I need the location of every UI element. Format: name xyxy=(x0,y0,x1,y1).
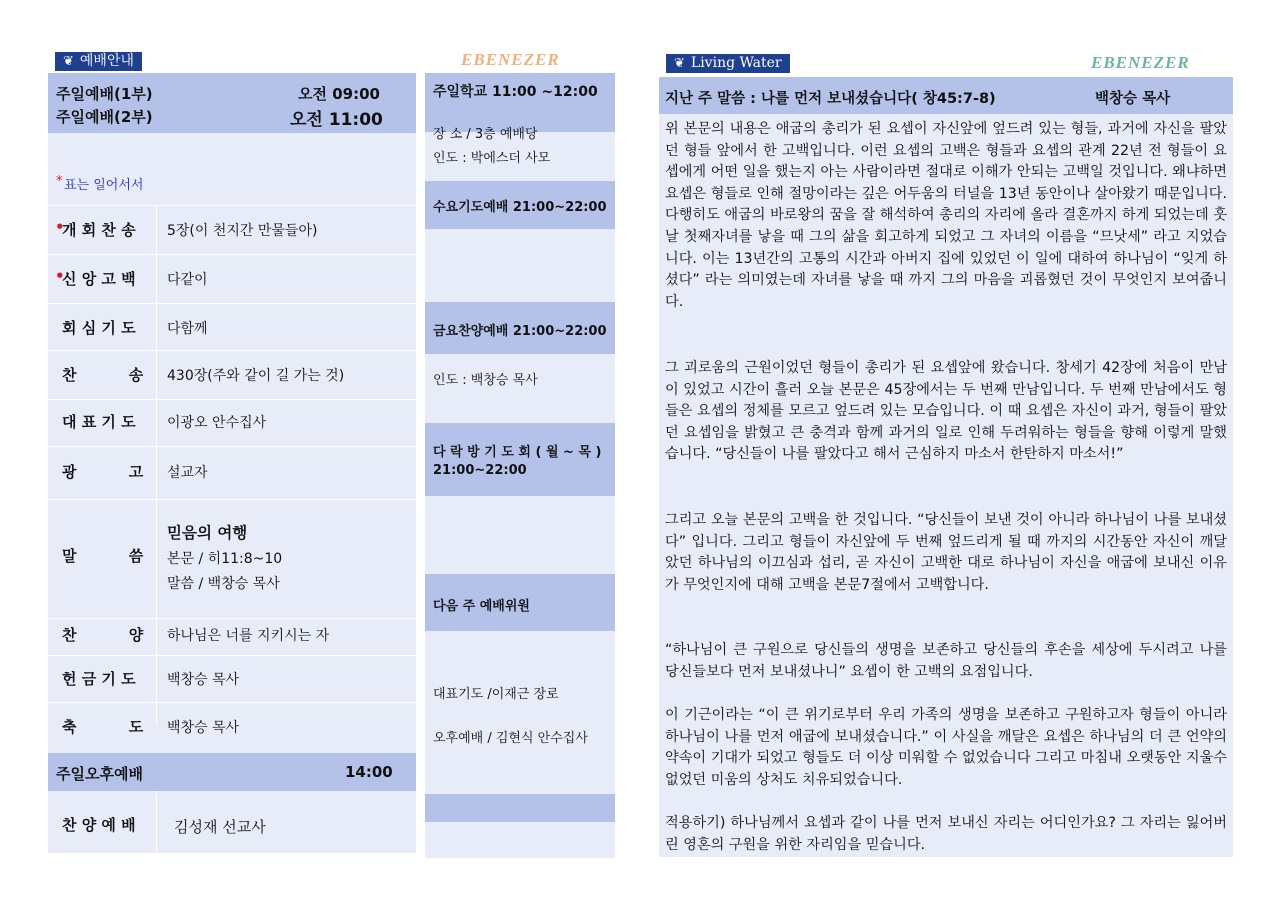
order-label: 찬 양 xyxy=(62,626,144,644)
daniel-prayer-bar xyxy=(425,423,615,496)
order-value: 하나님은 너를 지키시는 자 xyxy=(167,628,330,644)
order-value: 430장(주와 같이 길 가는 것) xyxy=(167,368,345,384)
order-label: 찬 송 xyxy=(62,366,144,384)
next-week-prayer: 대표기도 /이재근 장로 xyxy=(433,687,559,702)
order-item xyxy=(48,619,416,655)
order-value: 다같이 xyxy=(167,272,208,288)
order-item xyxy=(48,255,416,303)
afternoon-service xyxy=(48,753,416,791)
order-item xyxy=(48,304,416,350)
order-value: 5장(이 천지간 만물들아) xyxy=(167,223,318,239)
order-label: 회 심 기 도 xyxy=(62,319,136,337)
sermon-summary-panel xyxy=(659,77,1233,857)
praise-leader: 김성재 선교사 xyxy=(174,818,266,836)
ebenezer-brand-right: EBENEZER xyxy=(1091,53,1190,72)
order-item xyxy=(48,206,416,254)
service-2-time: 오전 11:00 xyxy=(290,110,383,130)
order-value: 백창승 목사 xyxy=(167,720,240,736)
next-week-title: 다음 주 예배위원 xyxy=(433,599,530,614)
order-label: 광 고 xyxy=(62,463,144,481)
stand-note xyxy=(48,171,416,195)
sunday-school-leader: 인도 : 박에스더 사모 xyxy=(433,151,551,166)
stand-note-text: 표는 일어서서 xyxy=(64,178,144,193)
order-item xyxy=(48,400,416,446)
order-value: 이광오 안수집사 xyxy=(167,415,267,431)
sermon-paragraph: 그 괴로움의 근원이었던 형들이 총리가 된 요셉앞에 왔습니다. 창세기 42장에 처음이 만남이 있었고 시간이 흘러 오늘 본문은 45장에서는 두 번째 만남입니다. 두 번째 만남에서도 형들은 요셉의 정체를 모르고 엎드려 있는 모습입니다. 이 때 요셉은 자신이 과거, 형들이 팔았던 요셉임을 밝혔고 큰 충격과 함께 과거의 일로 인해 두려워하는 형들을 향해 이렇게 말했습니다. “당신들이 나를 팔았다고 해서 근심하지 마소서 한탄하지 마소서!” xyxy=(665,360,1227,463)
worship-guide-header xyxy=(55,52,142,71)
praise-service xyxy=(48,791,416,853)
daniel-prayer-title: 다 락 방 기 도 회 ( 월 ~ 목 ) xyxy=(433,445,602,460)
order-label: 신 앙 고 백 xyxy=(62,270,136,288)
afternoon-time: 14:00 xyxy=(345,763,393,781)
next-week-bar xyxy=(425,574,615,631)
bottom-bar xyxy=(425,794,615,822)
sermon-item xyxy=(48,500,416,618)
weekly-schedule-panel xyxy=(425,73,615,858)
sermon-summary-title-bar xyxy=(659,77,1233,114)
daniel-prayer-time: 21:00~22:00 xyxy=(433,463,527,478)
order-item xyxy=(48,703,416,750)
order-value: 백창승 목사 xyxy=(167,672,240,688)
sermon-summary-pastor: 백창승 목사 xyxy=(1095,91,1171,107)
order-label: 개 회 찬 송 xyxy=(62,221,136,239)
order-value: 설교자 xyxy=(167,465,208,481)
praise-label: 찬 양 예 배 xyxy=(62,816,136,834)
sermon-paragraph: 그리고 오늘 본문의 고백을 한 것입니다. “당신들이 보낸 것이 아니라 하나님이 나를 보내셨다” 입니다. 그리고 형들이 자신앞에 두 번째 엎드리게 될 때 까지의 시간동안 자신이 깨달았던 하나님의 이끄심과 섭리, 곧 자신이 고백한 대로 하나님이 자신을 애굽에 보내신 이유가 무엇인지에 대해 고백을 본문7절에서 고백합니다. xyxy=(665,512,1227,593)
order-label: 대 표 기 도 xyxy=(62,413,136,431)
stand-mark: * xyxy=(56,174,63,189)
afternoon-label: 주일오후예배 xyxy=(56,765,143,783)
sermon-label: 말 씀 xyxy=(62,547,144,565)
sermon-preacher: 말씀 / 백창승 목사 xyxy=(167,576,280,592)
friday-leader: 인도 : 백창승 목사 xyxy=(433,373,538,388)
next-week-afternoon: 오후예배 / 김현식 안수집사 xyxy=(433,731,588,746)
service-1-label: 주일예배(1부) xyxy=(56,85,153,103)
sermon-paragraph: 위 본문의 내용은 애굽의 총리가 된 요셉이 자신앞에 엎드려 있는 형들, 과거에 자신을 팔았던 형들 앞에서 한 고백입니다. 이런 요셉의 고백은 형들과 요셉의 관계 22년 전 형들이 요셉에게 어떤 일을 했는지 아는 사람이라면 절대로 이해가 안되는 고백일 것입니다. 왜냐하면 요셉은 형들로 인해 절망이라는 깊은 어두움의 터널을 13년 동안이나 살아왔기 때문입니다. 다행히도 애굽의 바로왕의 꿈을 잘 해석하여 총리의 자리에 올라 결혼까지 하게 되었는데 훗날 첫째자녀를 낳을 때 그의 삶을 회고하게 되었고 그 자녀의 이름을 “므낫세” 라고 지었습니다. 이는 13년간의 고통의 시간과 아버지 집에 있었던 이 일에 대하여 하나님이 “잊게 하셨다” 라는 의미였는데 자녀를 낳을 때 까지 그의 마음을 괴롭혔던 것이 무엇인지 보여줍니다. xyxy=(665,121,1227,310)
flourish-icon: ❦ xyxy=(63,54,74,69)
living-water-header xyxy=(666,54,790,73)
order-item xyxy=(48,447,416,499)
living-water-label: Living Water xyxy=(690,55,782,71)
sunday-school-place: 장 소 / 3층 예배당 xyxy=(433,127,538,142)
order-item xyxy=(48,656,416,702)
wednesday-title: 수요기도예배 21:00~22:00 xyxy=(433,200,607,215)
order-item xyxy=(48,351,416,399)
sermon-paragraph: 이 기근이라는 “이 큰 위기로부터 우리 가족의 생명을 보존하고 구원하고자 형들이 아니라 하나님이 나를 먼저 애굽에 보내셨습니다.” 이 사실을 깨달은 요셉은 하나님의 더 큰 언약의 약속이 기대가 되었고 형들도 더 이상 미워할 수 없었습니다 그리고 마침내 오랫동안 지울수 없었던 미움의 상처도 치유되었습니다. xyxy=(665,707,1227,788)
sermon-passage: 본문 / 히11:8~10 xyxy=(167,551,283,567)
service-1-time: 오전 09:00 xyxy=(298,85,380,103)
service-2-label: 주일예배(2부) xyxy=(56,108,153,126)
worship-guide-label: 예배안내 xyxy=(79,53,135,69)
service-times xyxy=(48,73,416,133)
worship-order-panel xyxy=(48,73,416,853)
sunday-school-title: 주일학교 11:00 ~12:00 xyxy=(433,84,598,100)
stand-mark: • xyxy=(55,218,65,236)
order-value: 다함께 xyxy=(167,321,208,337)
stand-mark: • xyxy=(55,267,65,285)
order-label: 헌 금 기 도 xyxy=(62,670,136,688)
wednesday-bar xyxy=(425,181,615,229)
sermon-paragraph: 적용하기) 하나님께서 요셉과 같이 나를 먼저 보내신 자리는 어디인가요? 그 자리는 잃어버린 영혼의 구원을 위한 자리임을 믿습니다. xyxy=(665,815,1227,853)
sermon-paragraph: “하나님이 큰 구원으로 당신들의 생명을 보존하고 당신들의 후손을 세상에 두시려고 나를 당신들보다 먼저 보내셨나니” 요셉이 한 고백의 요점입니다. xyxy=(665,642,1227,680)
sermon-summary-title: 지난 주 말씀 : 나를 먼저 보내셨습니다( 창45:7-8) xyxy=(665,91,996,107)
friday-title: 금요찬양예배 21:00~22:00 xyxy=(433,324,607,339)
sermon-title: 믿음의 여행 xyxy=(167,524,248,542)
flourish-icon: ❦ xyxy=(674,56,685,71)
ebenezer-brand-mid: EBENEZER xyxy=(461,50,560,69)
order-label: 축 도 xyxy=(62,718,144,736)
friday-bar xyxy=(425,302,615,354)
